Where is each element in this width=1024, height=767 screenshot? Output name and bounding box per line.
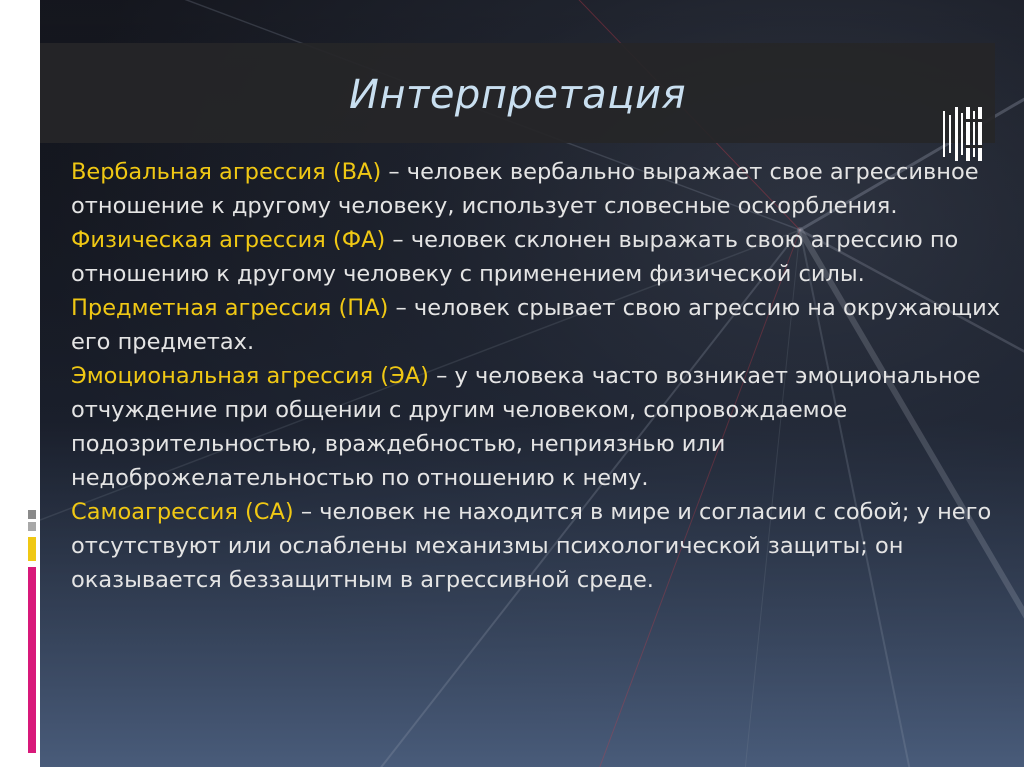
definition-physical-aggression [71, 223, 1011, 291]
definition-text: – у человека часто возникает эмоциональное отчуждение при общении с другим человеком, сопровождаемое подозрительностью, враждебностью, неприязнью или недоброжелательностью по отношению к нему. [71, 363, 981, 491]
definition-text: – человек срывает свою агрессию на окружающих его предметах. [71, 295, 1001, 355]
slide-title: Интерпретация [348, 72, 687, 118]
definition-verbal-aggression [71, 155, 1011, 223]
left-accent-strip [28, 0, 36, 767]
definition-emotional-aggression [71, 359, 1011, 495]
definition-object-aggression [71, 291, 1011, 359]
term-label: Вербальная агрессия (ВА) [71, 159, 382, 185]
definition-self-aggression [71, 495, 1011, 597]
slide-body [71, 155, 1011, 597]
term-label: Предметная агрессия (ПА) [71, 295, 389, 321]
title-bar [40, 43, 995, 143]
term-label: Эмоциональная агрессия (ЭА) [71, 363, 429, 389]
term-label: Самоагрессия (СА) [71, 499, 294, 525]
accent-bar-yellow [28, 537, 36, 561]
accent-bar-gray [28, 510, 36, 519]
definition-text: – человек вербально выражает свое агрессивное отношение к другому человеку, использует словесные оскорбления. [71, 159, 979, 219]
definition-text: – человек не находится в мире и согласии с собой; у него отсутствуют или ослаблены механизмы психологической защиты; он оказывается беззащитным в агрессивной среде. [71, 499, 992, 593]
accent-bar-gray-2 [28, 522, 36, 531]
term-label: Физическая агрессия (ФА) [71, 227, 386, 253]
accent-bar-magenta [28, 567, 36, 753]
definition-text: – человек склонен выражать свою агрессию по отношению к другому человеку с применением физической силы. [71, 227, 959, 287]
